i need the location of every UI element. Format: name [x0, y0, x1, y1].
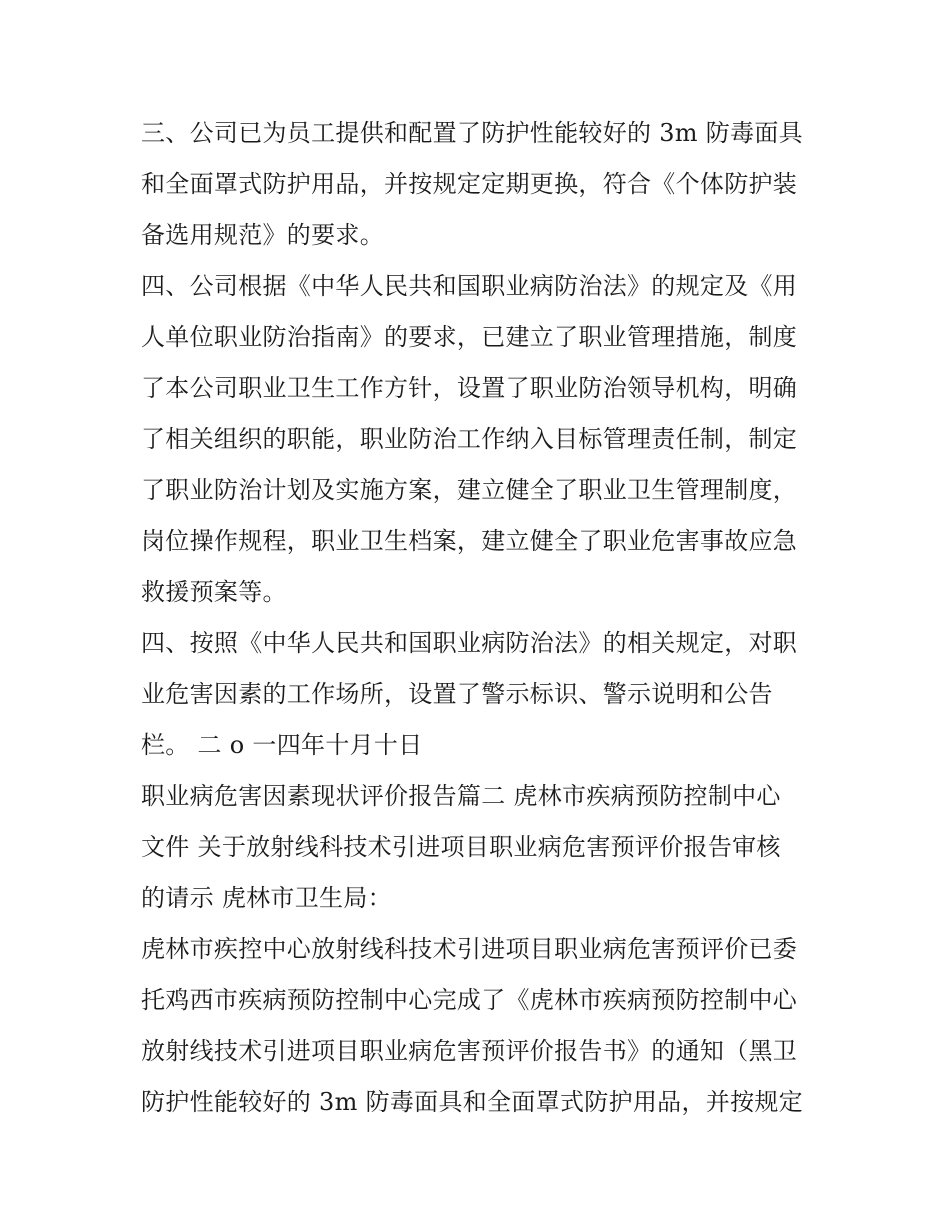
text-line: 和全面罩式防护用品，并按规定定期更换，符合《个体防护装 — [141, 170, 798, 198]
text-line: 文件 关于放射线科技术引进项目职业病危害预评价报告审核 — [141, 833, 781, 861]
text-line: 业危害因素的工作场所，设置了警示标识、警示说明和公告 — [141, 680, 773, 708]
text-line: 救援预案等。 — [141, 578, 287, 606]
text-line: 托鸡西市疾病预防控制中心完成了《虎林市疾病预防控制中心 — [141, 986, 798, 1014]
text-line: 了相关组织的职能，职业防治工作纳入目标管理责任制，制定 — [141, 425, 798, 453]
text-line: 四、按照《中华人民共和国职业病防治法》的相关规定，对职 — [141, 629, 798, 657]
text-line: 了本公司职业卫生工作方针，设置了职业防治领导机构，明确 — [141, 374, 798, 402]
text-line: 虎林市疾控中心放射线科技术引进项目职业病危害预评价已委 — [141, 935, 798, 963]
text-line: 职业病危害因素现状评价报告篇二 虎林市疾病预防控制中心 — [141, 782, 781, 810]
text-line: 三、公司已为员工提供和配置了防护性能较好的 3m 防毒面具 — [141, 119, 803, 147]
document-body — [141, 108, 821, 1128]
text-line: 四、公司根据《中华人民共和国职业病防治法》的规定及《用 — [141, 272, 798, 300]
text-line: 放射线技术引进项目职业病危害预评价报告书》的通知（黑卫 — [141, 1037, 798, 1065]
text-line: 备选用规范》的要求。 — [141, 221, 384, 249]
text-line: 人单位职业防治指南》的要求，已建立了职业管理措施，制度 — [141, 323, 798, 351]
text-line: 栏。 二 o 一四年十月十日 — [141, 731, 423, 759]
text-line: 防护性能较好的 3m 防毒面具和全面罩式防护用品，并按规定 — [141, 1088, 803, 1116]
text-line: 岗位操作规程，职业卫生档案，建立健全了职业危害事故应急 — [141, 527, 798, 555]
text-line: 了职业防治计划及实施方案，建立健全了职业卫生管理制度， — [141, 476, 798, 504]
text-line: 的请示 虎林市卫生局： — [141, 884, 392, 912]
